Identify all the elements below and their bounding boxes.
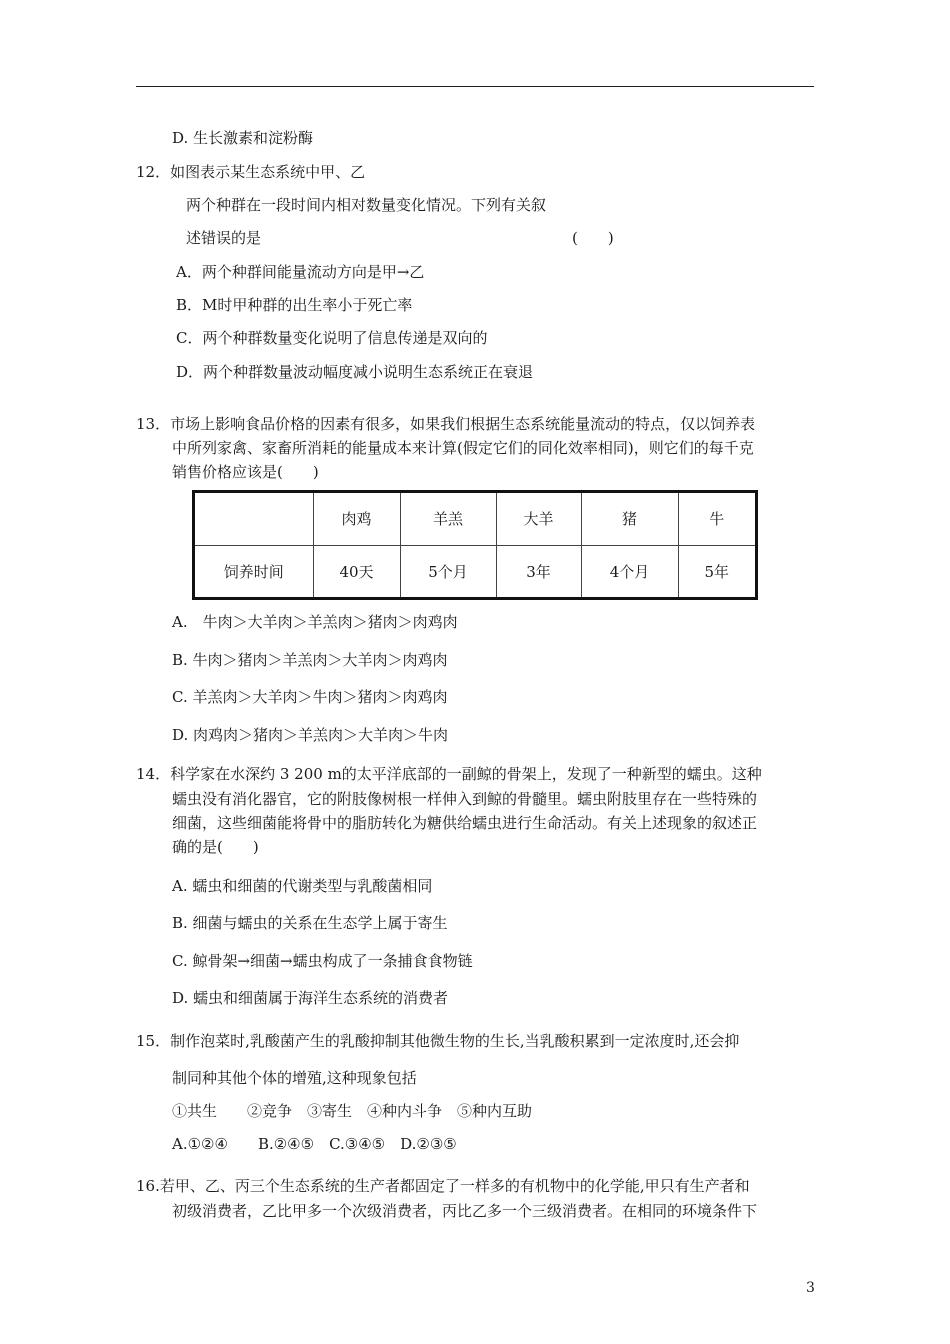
table-header-cell: [195, 493, 313, 545]
table-row: [195, 545, 755, 597]
q12-option-c: C．两个种群数量变化说明了信息传递是双向的: [176, 329, 488, 347]
table-header-cell: 大羊: [496, 493, 581, 545]
q14-stem-line4: 确的是( ): [172, 838, 259, 856]
q15-choices: ①共生 ②竞争 ③寄生 ④种内斗争 ⑤种内互助: [172, 1102, 533, 1120]
q14-option-d: D. 蠕虫和细菌属于海洋生态系统的消费者: [172, 989, 449, 1007]
q13-stem-line3: 销售价格应该是( ): [172, 463, 319, 481]
q13-option-b: B. 牛肉＞猪肉＞羊羔肉＞大羊肉＞肉鸡肉: [172, 651, 448, 669]
q13-stem-line1: 13．市场上影响食品价格的因素有很多，如果我们根据生态系统能量流动的特点，仅以饲养表: [136, 415, 756, 433]
q12-option-a: A．两个种群间能量流动方向是甲→乙: [176, 263, 425, 281]
q15-stem-line2: 制同种其他个体的增殖,这种现象包括: [172, 1069, 417, 1087]
q14-option-a: A. 蠕虫和细菌的代谢类型与乳酸菌相同: [172, 877, 433, 895]
q13-option-a: A. 牛肉＞大羊肉＞羊羔肉＞猪肉＞肉鸡肉: [172, 613, 458, 631]
feeding-time-table: [192, 490, 758, 600]
q14-option-c: C. 鲸骨架→细菌→蠕虫构成了一条捕食食物链: [172, 952, 473, 970]
q16-stem-line2: 初级消费者，乙比甲多一个次级消费者，丙比乙多一个三级消费者。在相同的环境条件下: [172, 1202, 758, 1220]
q16-stem-line1: 16.若甲、乙、丙三个生态系统的生产者都固定了一样多的有机物中的化学能,甲只有生产者和: [136, 1177, 750, 1195]
table-header-cell: 肉鸡: [313, 493, 400, 545]
q14-stem-line1: 14．科学家在水深约 3 200 m的太平洋底部的一副鲸的骨架上，发现了一种新型的蠕虫。这种: [136, 765, 762, 783]
table-header-row: [195, 493, 755, 545]
table-cell: 饲养时间: [195, 545, 313, 597]
q14-stem-line2: 蠕虫没有消化器官，它的附肢像树根一样伸入到鲸的骨髓里。蠕虫附肢里存在一些特殊的: [172, 790, 758, 808]
table-header-cell: 牛: [678, 493, 755, 545]
q12-stem-line1: 12．如图表示某生态系统中甲、乙: [136, 163, 366, 181]
table-cell: 5个月: [400, 545, 496, 597]
table-cell: 5年: [678, 545, 755, 597]
page-number: 3: [806, 1280, 815, 1296]
q14-option-b: B. 细菌与蠕虫的关系在生态学上属于寄生: [172, 914, 448, 932]
table-cell: 3年: [496, 545, 581, 597]
q13-stem-line2: 中所列家禽、家畜所消耗的能量成本来计算(假定它们的同化效率相同)，则它们的每千克: [172, 439, 754, 457]
q15-stem-line1: 15．制作泡菜时,乳酸菌产生的乳酸抑制其他微生物的生长,当乳酸积累到一定浓度时,还会抑: [136, 1032, 740, 1050]
table-cell: 4个月: [581, 545, 678, 597]
q12-option-d: D．两个种群数量波动幅度减小说明生态系统正在衰退: [176, 363, 534, 381]
q12-answer-blank: ( ): [572, 229, 614, 247]
q13-option-c: C. 羊羔肉＞大羊肉＞牛肉＞猪肉＞肉鸡肉: [172, 688, 448, 706]
table-header-cell: 羊羔: [400, 493, 496, 545]
table-cell: 40天: [313, 545, 400, 597]
q12-option-b: B．M时甲种群的出生率小于死亡率: [176, 296, 413, 314]
q12-stem-line2: 两个种群在一段时间内相对数量变化情况。下列有关叙: [186, 196, 547, 214]
q15-options: A.①②④ B.②④⑤ C.③④⑤ D.②③⑤: [172, 1135, 457, 1153]
table-header-cell: 猪: [581, 493, 678, 545]
q12-stem-line3: 述错误的是: [186, 229, 262, 247]
q13-option-d: D. 肉鸡肉＞猪肉＞羊羔肉＞大羊肉＞牛肉: [172, 726, 449, 744]
header-rule: [136, 86, 814, 87]
q11-option-d: D. 生长激素和淀粉酶: [172, 129, 314, 147]
q14-stem-line3: 细菌，这些细菌能将骨中的脂肪转化为糖供给蠕虫进行生命活动。有关上述现象的叙述正: [172, 814, 758, 832]
